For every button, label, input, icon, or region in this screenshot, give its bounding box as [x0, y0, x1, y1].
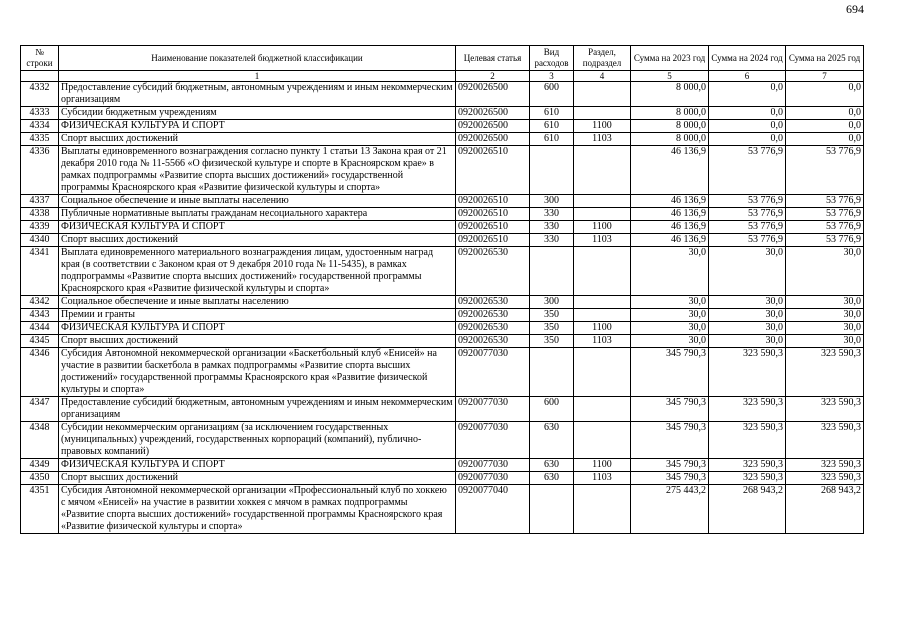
sum-2025-cell: 0,0 — [786, 107, 864, 120]
table-row — [21, 422, 864, 459]
indicator-name-cell: Публичные нормативные выплаты гражданам несоциального характера — [59, 208, 456, 221]
header-expense-type: Вид расходов — [530, 46, 574, 71]
indicator-name-cell: ФИЗИЧЕСКАЯ КУЛЬТУРА И СПОРТ — [59, 120, 456, 133]
sum-2023-cell: 8 000,0 — [631, 107, 709, 120]
row-number-cell: 4338 — [21, 208, 59, 221]
indicator-name-cell: Социальное обеспечение и иные выплаты населению — [59, 195, 456, 208]
header-sum-2025: Сумма на 2025 год — [786, 46, 864, 71]
expense-type-cell: 330 — [530, 221, 574, 234]
header-row-number: № строки — [21, 46, 59, 71]
indicator-name-cell: Спорт высших достижений — [59, 335, 456, 348]
sum-2025-cell: 0,0 — [786, 133, 864, 146]
expense-type-cell: 350 — [530, 309, 574, 322]
table-row — [21, 322, 864, 335]
table-row — [21, 107, 864, 120]
expense-type-cell: 300 — [530, 195, 574, 208]
indicator-name-cell: ФИЗИЧЕСКАЯ КУЛЬТУРА И СПОРТ — [59, 221, 456, 234]
row-number-cell: 4342 — [21, 296, 59, 309]
expense-type-cell: 300 — [530, 296, 574, 309]
sum-2025-cell: 53 776,9 — [786, 195, 864, 208]
expense-type-cell: 600 — [530, 82, 574, 107]
sum-2023-cell: 46 136,9 — [631, 234, 709, 247]
row-number-cell: 4349 — [21, 459, 59, 472]
budget-table — [20, 45, 864, 534]
target-article-cell: 0920026510 — [456, 195, 530, 208]
table-row — [21, 208, 864, 221]
row-number-cell: 4334 — [21, 120, 59, 133]
target-article-cell: 0920077030 — [456, 397, 530, 422]
column-number: 4 — [574, 71, 631, 82]
sum-2023-cell: 46 136,9 — [631, 195, 709, 208]
target-article-cell: 0920077030 — [456, 459, 530, 472]
sum-2025-cell: 323 590,3 — [786, 397, 864, 422]
expense-type-cell: 610 — [530, 107, 574, 120]
column-number-blank — [21, 71, 59, 82]
expense-type-cell: 630 — [530, 459, 574, 472]
section-code-cell: 1103 — [574, 234, 631, 247]
indicator-name-cell: Субсидия Автономной некоммерческой организации «Баскетбольный клуб «Енисей» на участие в развитии баскетбола в рамках подпрограммы «Развитие спорта высших достижений» государственной программы Красноярского края «Развитие физической культуры и спорта» — [59, 348, 456, 397]
sum-2025-cell: 323 590,3 — [786, 348, 864, 397]
target-article-cell: 0920026530 — [456, 309, 530, 322]
sum-2023-cell: 345 790,3 — [631, 472, 709, 485]
expense-type-cell: 600 — [530, 397, 574, 422]
sum-2023-cell: 30,0 — [631, 247, 709, 296]
target-article-cell: 0920026510 — [456, 208, 530, 221]
table-row — [21, 133, 864, 146]
sum-2025-cell: 30,0 — [786, 296, 864, 309]
header-sum-2024: Сумма на 2024 год — [709, 46, 786, 71]
section-code-cell — [574, 348, 631, 397]
sum-2023-cell: 30,0 — [631, 296, 709, 309]
sum-2023-cell: 46 136,9 — [631, 221, 709, 234]
table-row — [21, 247, 864, 296]
section-code-cell — [574, 82, 631, 107]
section-code-cell: 1103 — [574, 335, 631, 348]
sum-2025-cell: 30,0 — [786, 335, 864, 348]
sum-2023-cell: 8 000,0 — [631, 82, 709, 107]
section-code-cell — [574, 422, 631, 459]
sum-2025-cell: 30,0 — [786, 322, 864, 335]
row-number-cell: 4333 — [21, 107, 59, 120]
expense-type-cell: 630 — [530, 422, 574, 459]
sum-2023-cell: 30,0 — [631, 335, 709, 348]
indicator-name-cell: Премии и гранты — [59, 309, 456, 322]
sum-2023-cell: 8 000,0 — [631, 133, 709, 146]
target-article-cell: 0920026500 — [456, 107, 530, 120]
row-number-cell: 4341 — [21, 247, 59, 296]
expense-type-cell — [530, 146, 574, 195]
section-code-cell: 1100 — [574, 459, 631, 472]
header-indicator-name: Наименование показателей бюджетной классификации — [59, 46, 456, 71]
indicator-name-cell: ФИЗИЧЕСКАЯ КУЛЬТУРА И СПОРТ — [59, 322, 456, 335]
column-number: 3 — [530, 71, 574, 82]
sum-2025-cell: 30,0 — [786, 309, 864, 322]
sum-2024-cell: 323 590,3 — [709, 397, 786, 422]
section-code-cell — [574, 296, 631, 309]
table-row — [21, 221, 864, 234]
row-number-cell: 4337 — [21, 195, 59, 208]
table-row — [21, 459, 864, 472]
sum-2024-cell: 323 590,3 — [709, 459, 786, 472]
table-row — [21, 82, 864, 107]
sum-2023-cell: 46 136,9 — [631, 146, 709, 195]
sum-2023-cell: 46 136,9 — [631, 208, 709, 221]
sum-2023-cell: 30,0 — [631, 309, 709, 322]
sum-2023-cell: 30,0 — [631, 322, 709, 335]
sum-2024-cell: 323 590,3 — [709, 422, 786, 459]
sum-2024-cell: 0,0 — [709, 107, 786, 120]
table-header-row — [21, 46, 864, 71]
indicator-name-cell: Спорт высших достижений — [59, 133, 456, 146]
sum-2025-cell: 53 776,9 — [786, 208, 864, 221]
column-number: 7 — [786, 71, 864, 82]
header-sum-2023: Сумма на 2023 год — [631, 46, 709, 71]
indicator-name-cell: Социальное обеспечение и иные выплаты населению — [59, 296, 456, 309]
sum-2024-cell: 30,0 — [709, 247, 786, 296]
row-number-cell: 4343 — [21, 309, 59, 322]
sum-2025-cell: 53 776,9 — [786, 221, 864, 234]
sum-2024-cell: 0,0 — [709, 82, 786, 107]
target-article-cell: 0920026510 — [456, 146, 530, 195]
column-number: 6 — [709, 71, 786, 82]
row-number-cell: 4345 — [21, 335, 59, 348]
target-article-cell: 0920077040 — [456, 485, 530, 534]
sum-2024-cell: 323 590,3 — [709, 348, 786, 397]
section-code-cell — [574, 397, 631, 422]
indicator-name-cell: Субсидия Автономной некоммерческой организации «Профессиональный клуб по хоккею с мячом «Енисей» на участие в развитии хоккея с мячом в рамках подпрограммы «Развитие спорта высших достижений» государственной программы Красноярского края «Развитие физической культуры и спорта» — [59, 485, 456, 534]
section-code-cell — [574, 485, 631, 534]
target-article-cell: 0920026530 — [456, 322, 530, 335]
sum-2024-cell: 0,0 — [709, 120, 786, 133]
sum-2023-cell: 345 790,3 — [631, 348, 709, 397]
sum-2025-cell: 268 943,2 — [786, 485, 864, 534]
sum-2023-cell: 345 790,3 — [631, 397, 709, 422]
column-number: 5 — [631, 71, 709, 82]
sum-2023-cell: 275 443,2 — [631, 485, 709, 534]
indicator-name-cell: Выплата единовременного материального вознаграждения лицам, удостоенным наград края (в соответствии с Законом края от 9 декабря 2010 года № 11-5435), в рамках подпрограммы «Развитие спорта высших достижений» государственной программы Красноярского края «Развитие физической культуры и спорта» — [59, 247, 456, 296]
section-code-cell — [574, 195, 631, 208]
sum-2023-cell: 8 000,0 — [631, 120, 709, 133]
sum-2024-cell: 30,0 — [709, 309, 786, 322]
expense-type-cell: 610 — [530, 133, 574, 146]
target-article-cell: 0920077030 — [456, 472, 530, 485]
section-code-cell — [574, 146, 631, 195]
target-article-cell: 0920077030 — [456, 348, 530, 397]
page-number: 694 — [846, 2, 864, 16]
table-row — [21, 234, 864, 247]
indicator-name-cell: Предоставление субсидий бюджетным, автономным учреждениям и иным некоммерческим организациям — [59, 397, 456, 422]
section-code-cell: 1103 — [574, 133, 631, 146]
table-row — [21, 296, 864, 309]
target-article-cell: 0920026510 — [456, 221, 530, 234]
indicator-name-cell: Субсидии некоммерческим организациям (за исключением государственных (муниципальных) учреждений, государственных корпораций (компаний), публично-правовых компаний) — [59, 422, 456, 459]
column-number: 1 — [59, 71, 456, 82]
sum-2024-cell: 53 776,9 — [709, 234, 786, 247]
row-number-cell: 4346 — [21, 348, 59, 397]
table-row — [21, 120, 864, 133]
section-code-cell — [574, 247, 631, 296]
expense-type-cell — [530, 348, 574, 397]
row-number-cell: 4336 — [21, 146, 59, 195]
section-code-cell — [574, 309, 631, 322]
sum-2025-cell: 53 776,9 — [786, 234, 864, 247]
row-number-cell: 4339 — [21, 221, 59, 234]
sum-2025-cell: 30,0 — [786, 247, 864, 296]
indicator-name-cell: ФИЗИЧЕСКАЯ КУЛЬТУРА И СПОРТ — [59, 459, 456, 472]
sum-2024-cell: 268 943,2 — [709, 485, 786, 534]
sum-2025-cell: 0,0 — [786, 82, 864, 107]
table-row — [21, 348, 864, 397]
section-code-cell: 1100 — [574, 120, 631, 133]
sum-2025-cell: 323 590,3 — [786, 472, 864, 485]
target-article-cell: 0920026530 — [456, 335, 530, 348]
section-code-cell: 1100 — [574, 221, 631, 234]
header-target-article: Целевая статья — [456, 46, 530, 71]
expense-type-cell: 350 — [530, 335, 574, 348]
section-code-cell: 1103 — [574, 472, 631, 485]
target-article-cell: 0920026510 — [456, 234, 530, 247]
target-article-cell: 0920026530 — [456, 296, 530, 309]
row-number-cell: 4347 — [21, 397, 59, 422]
indicator-name-cell: Спорт высших достижений — [59, 234, 456, 247]
expense-type-cell — [530, 485, 574, 534]
table-body — [21, 82, 864, 534]
row-number-cell: 4340 — [21, 234, 59, 247]
sum-2025-cell: 323 590,3 — [786, 459, 864, 472]
indicator-name-cell: Субсидии бюджетным учреждениям — [59, 107, 456, 120]
sum-2024-cell: 53 776,9 — [709, 195, 786, 208]
table-row — [21, 485, 864, 534]
sum-2025-cell: 323 590,3 — [786, 422, 864, 459]
expense-type-cell: 330 — [530, 208, 574, 221]
table-row — [21, 146, 864, 195]
row-number-cell: 4332 — [21, 82, 59, 107]
sum-2024-cell: 323 590,3 — [709, 472, 786, 485]
target-article-cell: 0920077030 — [456, 422, 530, 459]
column-number-row — [21, 71, 864, 82]
expense-type-cell: 330 — [530, 234, 574, 247]
table-row — [21, 335, 864, 348]
table-row — [21, 309, 864, 322]
section-code-cell — [574, 107, 631, 120]
sum-2024-cell: 0,0 — [709, 133, 786, 146]
indicator-name-cell: Спорт высших достижений — [59, 472, 456, 485]
expense-type-cell: 630 — [530, 472, 574, 485]
indicator-name-cell: Выплаты единовременного вознаграждения согласно пункту 1 статьи 13 Закона края от 21 декабря 2010 года № 11-5566 «О физической культуре и спорте в Красноярском крае» в рамках подпрограммы «Развитие спорта высших достижений» государственной программы Красноярского края «Развитие физической культуры и спорта» — [59, 146, 456, 195]
sum-2024-cell: 30,0 — [709, 296, 786, 309]
sum-2024-cell: 30,0 — [709, 322, 786, 335]
expense-type-cell: 610 — [530, 120, 574, 133]
sum-2025-cell: 0,0 — [786, 120, 864, 133]
sum-2023-cell: 345 790,3 — [631, 422, 709, 459]
sum-2024-cell: 53 776,9 — [709, 221, 786, 234]
expense-type-cell: 350 — [530, 322, 574, 335]
target-article-cell: 0920026530 — [456, 247, 530, 296]
row-number-cell: 4344 — [21, 322, 59, 335]
target-article-cell: 0920026500 — [456, 120, 530, 133]
row-number-cell: 4335 — [21, 133, 59, 146]
target-article-cell: 0920026500 — [456, 82, 530, 107]
row-number-cell: 4351 — [21, 485, 59, 534]
sum-2024-cell: 30,0 — [709, 335, 786, 348]
row-number-cell: 4350 — [21, 472, 59, 485]
section-code-cell — [574, 208, 631, 221]
header-section: Раздел, подраздел — [574, 46, 631, 71]
section-code-cell: 1100 — [574, 322, 631, 335]
sum-2024-cell: 53 776,9 — [709, 208, 786, 221]
sum-2023-cell: 345 790,3 — [631, 459, 709, 472]
table-row — [21, 195, 864, 208]
indicator-name-cell: Предоставление субсидий бюджетным, автономным учреждениям и иным некоммерческим организациям — [59, 82, 456, 107]
table-row — [21, 397, 864, 422]
table-row — [21, 472, 864, 485]
target-article-cell: 0920026500 — [456, 133, 530, 146]
expense-type-cell — [530, 247, 574, 296]
row-number-cell: 4348 — [21, 422, 59, 459]
sum-2025-cell: 53 776,9 — [786, 146, 864, 195]
column-number: 2 — [456, 71, 530, 82]
sum-2024-cell: 53 776,9 — [709, 146, 786, 195]
